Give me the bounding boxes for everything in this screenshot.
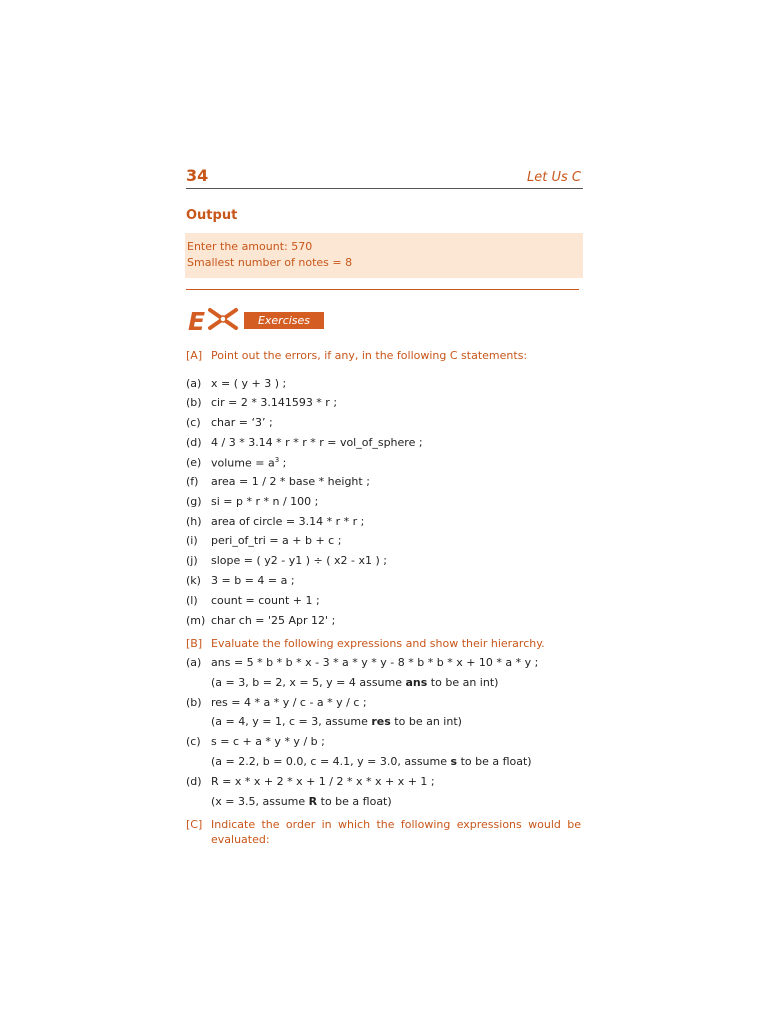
- item-code: 4 / 3 * 3.14 * r * r * r = vol_of_sphere ;: [211, 436, 423, 449]
- item-label: (c): [186, 735, 201, 748]
- item-code: si = p * r * n / 100 ;: [211, 495, 319, 508]
- item-label: (i): [186, 534, 198, 547]
- item-code: peri_of_tri = a + b + c ;: [211, 534, 342, 547]
- item-label: (l): [186, 594, 198, 607]
- item-code: count = count + 1 ;: [211, 594, 320, 607]
- note-text: (a = 4, y = 1, c = 3, assume: [211, 715, 372, 728]
- item-label: (d): [186, 775, 202, 788]
- section-a-label: [A]: [186, 349, 203, 362]
- dashed-divider: [186, 289, 579, 290]
- item-label: (e): [186, 456, 202, 469]
- item-note: [211, 676, 498, 689]
- item-code: cir = 2 * 3.141593 * r ;: [211, 396, 338, 409]
- book-title: Let Us C: [527, 170, 581, 185]
- item-label: (h): [186, 515, 202, 528]
- item-code-end: ;: [279, 456, 287, 470]
- item-label: (g): [186, 495, 202, 508]
- note-variable: res: [371, 715, 391, 728]
- item-label: (b): [186, 696, 202, 709]
- output-line-1: Enter the amount: 570: [187, 240, 313, 253]
- note-text: (a = 3, b = 2, x = 5, y = 4 assume: [211, 676, 406, 689]
- item-note: [211, 715, 462, 728]
- section-c-title: Indicate the order in which the following expressions would be evaluated:: [211, 818, 581, 846]
- output-box: [185, 233, 583, 278]
- item-code: res = 4 * a * y / c - a * y / c ;: [211, 696, 367, 709]
- item-code: slope = ( y2 - y1 ) ÷ ( x2 - x1 ) ;: [211, 554, 387, 567]
- note-text-end: to be a float): [457, 755, 532, 768]
- item-label: (j): [186, 554, 198, 567]
- section-a-title: Point out the errors, if any, in the following C statements:: [211, 349, 528, 362]
- item-label: (d): [186, 436, 202, 449]
- note-text-end: to be an int): [427, 676, 499, 689]
- note-variable: R: [308, 795, 318, 808]
- item-label: (m): [186, 614, 206, 627]
- note-variable: s: [450, 755, 458, 768]
- output-line-2: Smallest number of notes = 8: [187, 256, 353, 269]
- item-code-text: volume = a: [211, 456, 275, 470]
- section-b-title: Evaluate the following expressions and show their hierarchy.: [211, 637, 545, 650]
- item-code: 3 = b = 4 = a ;: [211, 574, 295, 587]
- item-code: area of circle = 3.14 * r * r ;: [211, 515, 365, 528]
- page-number: 34: [186, 166, 209, 185]
- item-note: [211, 755, 532, 768]
- item-code: x = ( y + 3 ) ;: [211, 377, 287, 390]
- section-c-label: [C]: [186, 818, 203, 831]
- tools-icon-center: [220, 316, 226, 322]
- item-label: (f): [186, 475, 199, 488]
- exponent: 3: [274, 456, 280, 464]
- item-code: R = x * x + 2 * x + 1 / 2 * x * x + x + 1 ;: [211, 775, 435, 788]
- item-code: char ch = '25 Apr 12' ;: [211, 614, 336, 627]
- item-label: (a): [186, 656, 202, 669]
- item-code: s = c + a * y * y / b ;: [211, 735, 325, 748]
- exercises-banner: Exercises: [244, 312, 324, 329]
- item-code: ans = 5 * b * b * x - 3 * a * y * y - 8 * b * b * x + 10 * a * y ;: [211, 656, 539, 669]
- item-code: [211, 456, 286, 470]
- output-heading: Output: [186, 208, 238, 223]
- note-variable: ans: [405, 676, 428, 689]
- item-label: (k): [186, 574, 201, 587]
- item-label: (a): [186, 377, 202, 390]
- note-text: (x = 3.5, assume: [211, 795, 309, 808]
- item-label: (b): [186, 396, 202, 409]
- item-note: [211, 795, 392, 808]
- header-rule: [186, 188, 583, 189]
- note-text: (a = 2.2, b = 0.0, c = 4.1, y = 3.0, assume: [211, 755, 451, 768]
- item-label: (c): [186, 416, 201, 429]
- exercises-logo-letter: E: [188, 307, 206, 332]
- item-code: char = ‘3’ ;: [211, 416, 273, 429]
- item-code: area = 1 / 2 * base * height ;: [211, 475, 370, 488]
- note-text-end: to be a float): [317, 795, 392, 808]
- note-text-end: to be an int): [390, 715, 462, 728]
- section-b-label: [B]: [186, 637, 203, 650]
